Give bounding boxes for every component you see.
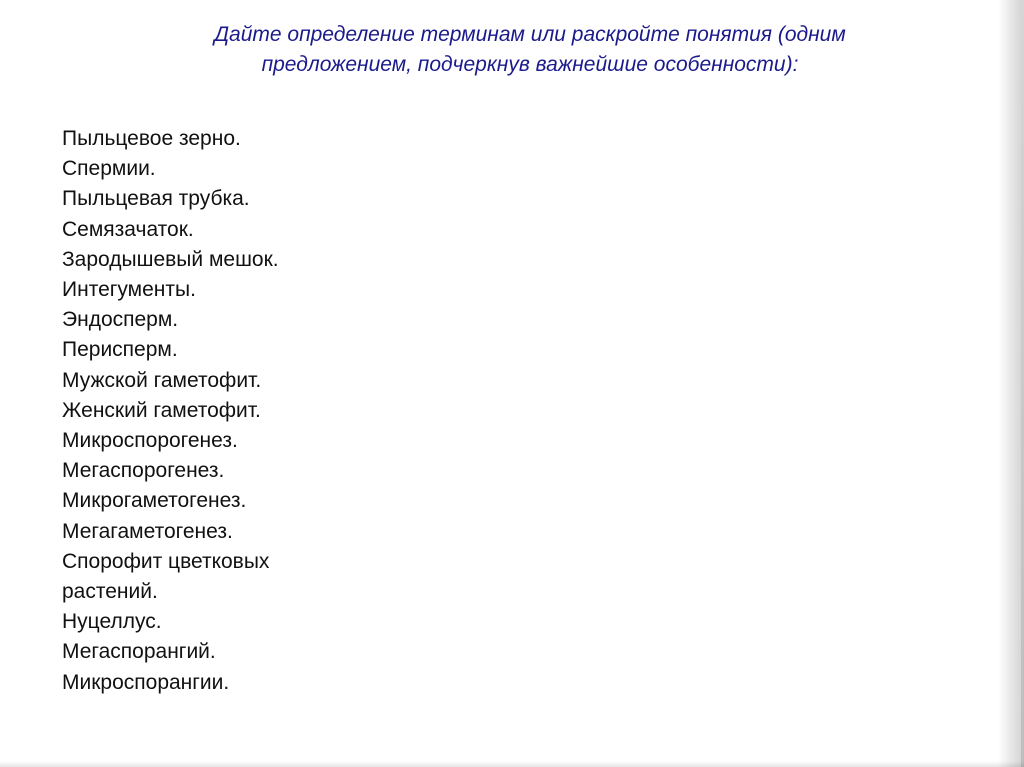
term-item: Эндосперм.: [62, 308, 179, 332]
term-item: Мегаспорогенез.: [62, 459, 225, 483]
term-item: Спорофит цветковых: [62, 549, 270, 573]
term-item: Мужской гаметофит.: [62, 368, 262, 392]
term-list: [62, 124, 279, 698]
term-item: Интегументы.: [62, 278, 196, 302]
term-item: Женский гаметофит.: [62, 398, 261, 422]
instruction-heading-line-2: предложением, подчеркнув важнейшие особенности):: [261, 53, 799, 76]
term-item: Мегаспорангий.: [62, 640, 216, 664]
term-item: Пыльцевое зерно.: [62, 127, 241, 150]
term-item: Пыльцевая трубка.: [62, 187, 250, 211]
slide-bottom-shadow: [0, 761, 1024, 767]
term-item: Нуцеллус.: [62, 610, 162, 634]
term-item: Семязачаток.: [62, 217, 194, 241]
term-item: растений.: [62, 580, 158, 604]
term-item: Мегагаметогенез.: [62, 519, 233, 543]
term-item: Спермии.: [62, 157, 156, 181]
instruction-heading: [120, 20, 940, 80]
term-item: Микроспорогенез.: [62, 429, 238, 453]
term-item: Микроспорангии.: [62, 670, 230, 694]
instruction-heading-line-1: Дайте определение терминам или раскройте понятия (одним: [214, 23, 846, 46]
term-item: Зародышевый мешок.: [62, 247, 279, 271]
term-item: Перисперм.: [62, 338, 178, 362]
term-item: Микрогаметогенез.: [62, 489, 247, 513]
